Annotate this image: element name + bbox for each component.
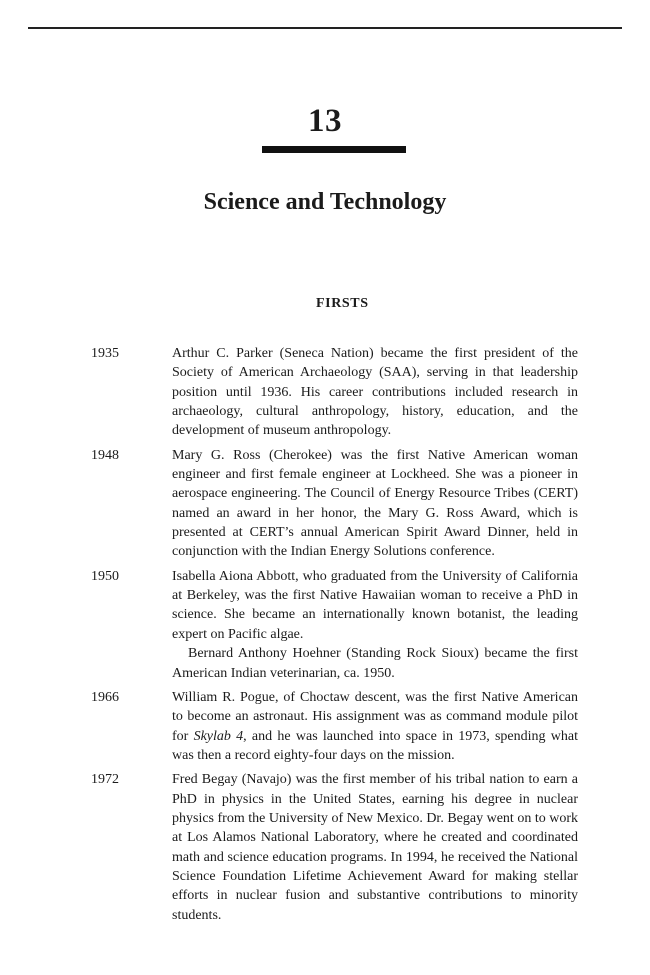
entry-year: 1935 <box>91 346 119 361</box>
entry-paragraph: Bernard Anthony Hoehner (Standing Rock Sioux) became the first American Indian veterinarian, ca. 1950. <box>172 646 578 681</box>
entry-paragraph: Isabella Aiona Abbott, who graduated from the University of California at Berkeley, was the first Native Hawaiian woman to receive a PhD in science. She became an internationally known botanist, the leading expert on Pacific algae. <box>172 568 578 642</box>
entry-paragraph: Mary G. Ross (Cherokee) was the first Native American woman engineer and first female engineer at Lockheed. She was a pioneer in aerospace engineering. The Council of Energy Resource Tribes (CERT) named an award in her honor, the Mary G. Ross Award, which is presented at CERT’s annual American Spirit Award Dinner, held in conjunction with the Indian Energy Solutions conference. <box>172 447 578 560</box>
entry-paragraph <box>172 688 578 765</box>
header-rule <box>28 27 622 29</box>
spacecraft-name: Skylab 4 <box>193 728 244 744</box>
entry-body <box>172 446 578 562</box>
chapter-number-underline <box>262 146 406 153</box>
entry-1972 <box>0 770 650 925</box>
entry-paragraph: Arthur C. Parker (Seneca Nation) became the first president of the Society of American Archaeology (SAA), serving in that leadership position until 1936. His career contributions included research in archaeology, cultural anthropology, history, education, and the development of museum anthropology. <box>172 346 578 439</box>
entry-year: 1972 <box>91 772 119 788</box>
entry-year: 1948 <box>91 447 119 463</box>
entry-1966 <box>0 688 650 765</box>
section-heading: FIRSTS <box>316 296 369 311</box>
entry-body <box>172 770 578 925</box>
chapter-number: 13 <box>308 103 342 139</box>
entry-paragraph: Fred Begay (Navajo) was the first member of his tribal nation to earn a PhD in physics in the United States, earning his degree in nuclear physics from the University of New Mexico. Dr. Begay went on to work at Los Alamos National Laboratory, where he created and coordinated math and science education programs. In 1994, he received the National Science Foundation Lifetime Achievement Award for making stellar efforts in nuclear fusion and substantive contributions to minority students. <box>172 772 578 923</box>
entry-text: William R. Pogue, of Choctaw descent, was the first Native American to become an astronaut. His assignment was as command module pilot for <box>172 689 578 744</box>
entry-year: 1966 <box>91 689 119 705</box>
entry-1950 <box>0 567 650 683</box>
entry-year: 1950 <box>91 568 119 584</box>
entry-1935 <box>0 344 650 441</box>
entry-body <box>172 688 578 765</box>
entry-body <box>172 344 578 441</box>
entry-1948 <box>0 446 650 562</box>
entry-text: , and he was launched into space in 1973, spending what was then a record eighty-four days on the mission. <box>172 728 578 763</box>
entry-body <box>172 567 578 683</box>
chapter-title: Science and Technology <box>203 189 447 215</box>
entries-list <box>0 344 650 930</box>
